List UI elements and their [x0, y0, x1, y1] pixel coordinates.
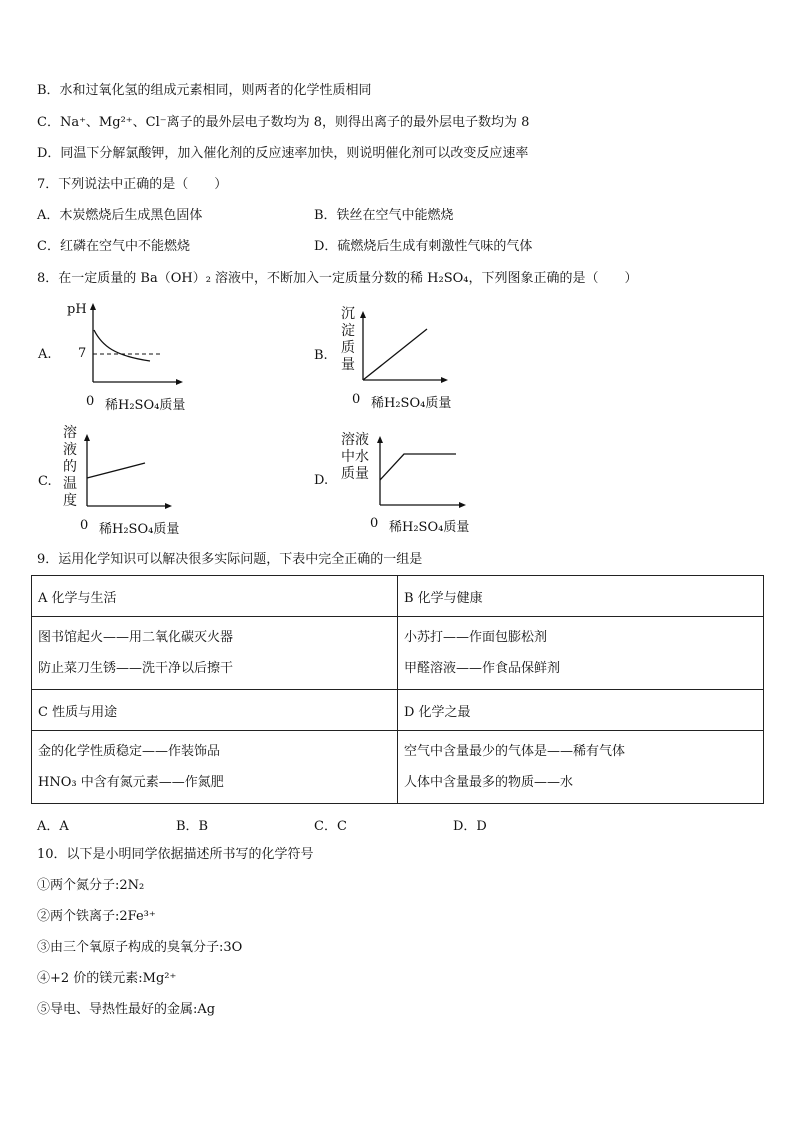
q7-option-b: B．铁丝在空气中能燃烧	[314, 208, 454, 223]
graph-d-label: D.	[314, 473, 329, 488]
q7-option-d: D．硫燃烧后生成有刺激性气味的气体	[314, 239, 533, 254]
q10-item-1: ①两个氮分子:2N₂	[37, 878, 145, 893]
graph-c-x-label: 稀H₂SO₄质量	[99, 522, 180, 537]
q9-stem: 9．运用化学知识可以解决很多实际问题，下表中完全正确的一组是	[37, 552, 423, 567]
graph-d-y-line: 质量	[341, 466, 369, 482]
graph-b-y-char: 淀	[341, 323, 355, 339]
graph-a-origin: 0	[86, 394, 95, 409]
graph-d-y-line: 中水	[341, 449, 369, 465]
graph-b-y-char: 量	[341, 357, 355, 373]
q9-cell-a-body	[32, 617, 398, 690]
q9-option-b: B．B	[176, 819, 209, 834]
q9-cell-b-title: B 化学与健康	[398, 576, 764, 617]
q9-option-d: D．D	[453, 819, 487, 834]
q10-item-2: ②两个铁离子:2Fe³⁺	[37, 909, 156, 924]
q9-cell-c-item: HNO₃ 中含有氮元素——作氮肥	[38, 775, 224, 790]
graph-a-y-label: pH	[67, 302, 87, 317]
q6-option-c: C．Na⁺、Mg²⁺、Cl⁻离子的最外层电子数均为 8，则得出离子的最外层电子数均为 8	[37, 115, 530, 130]
q6-option-b: B．水和过氧化氢的组成元素相同，则两者的化学性质相同	[37, 83, 372, 98]
q9-table	[31, 575, 764, 804]
graph-a-x-label: 稀H₂SO₄质量	[105, 398, 186, 413]
q9-cell-b-item: 甲醛溶液——作食品保鲜剂	[404, 661, 561, 676]
graph-b-x-label: 稀H₂SO₄质量	[371, 396, 452, 411]
graph-c-y-char: 的	[63, 459, 77, 475]
q9-cell-b-body	[398, 617, 764, 690]
q10-item-5: ⑤导电、导热性最好的金属:Ag	[37, 1002, 216, 1017]
graph-a-label: A.	[38, 347, 52, 362]
q7-option-a: A．木炭燃烧后生成黑色固体	[37, 208, 203, 223]
q10-item-4: ④+2 价的镁元素:Mg²⁺	[37, 971, 177, 986]
q8-stem: 8．在一定质量的 Ba（OH）₂ 溶液中，不断加入一定质量分数的稀 H₂SO₄，下列图象正确的是（ ）	[37, 271, 638, 286]
q9-cell-a-item: 防止菜刀生锈——洗干净以后擦干	[38, 661, 234, 676]
q9-cell-d-title: D 化学之最	[398, 690, 764, 731]
q9-cell-d-item: 人体中含量最多的物质——水	[404, 775, 574, 790]
q9-cell-c-body	[32, 731, 398, 804]
q9-cell-a-item: 图书馆起火——用二氧化碳灭火器	[38, 630, 234, 645]
q7-stem: 7．下列说法中正确的是（ ）	[37, 177, 228, 192]
graph-a-mark-7: 7	[78, 346, 87, 361]
q10-stem: 10．以下是小明同学依据描述所书写的化学符号	[37, 847, 314, 862]
graph-c-y-char: 溶	[63, 425, 77, 441]
q9-cell-c-title: C 性质与用途	[32, 690, 398, 731]
graph-c-y-char: 温	[63, 476, 77, 492]
graph-d-y-line: 溶液	[341, 432, 369, 448]
q9-cell-a-title: A 化学与生活	[32, 576, 398, 617]
graph-c-label: C.	[38, 474, 52, 489]
graph-b-y-char: 沉	[341, 306, 355, 322]
q10-item-3: ③由三个氧原子构成的臭氧分子:3O	[37, 940, 243, 955]
q9-cell-b-item: 小苏打——作面包膨松剂	[404, 630, 548, 645]
graph-b-y-char: 质	[341, 340, 355, 356]
q9-cell-c-item: 金的化学性质稳定——作装饰品	[38, 744, 221, 759]
q9-option-a: A．A	[37, 819, 69, 834]
graph-d-origin: 0	[370, 516, 379, 531]
q6-option-d: D．同温下分解氯酸钾，加入催化剂的反应速率加快，则说明催化剂可以改变反应速率	[37, 146, 529, 161]
graph-b-label: B.	[314, 348, 328, 363]
graph-c-origin: 0	[80, 518, 89, 533]
q9-option-c: C．C	[314, 819, 347, 834]
q7-option-c: C．红磷在空气中不能燃烧	[37, 239, 190, 254]
graph-b-origin: 0	[352, 392, 361, 407]
graph-c-y-char: 度	[63, 493, 77, 509]
q9-cell-d-body	[398, 731, 764, 804]
graph-d-x-label: 稀H₂SO₄质量	[389, 520, 470, 535]
graph-c-y-char: 液	[63, 442, 77, 458]
q9-cell-d-item: 空气中含量最少的气体是——稀有气体	[404, 744, 626, 759]
